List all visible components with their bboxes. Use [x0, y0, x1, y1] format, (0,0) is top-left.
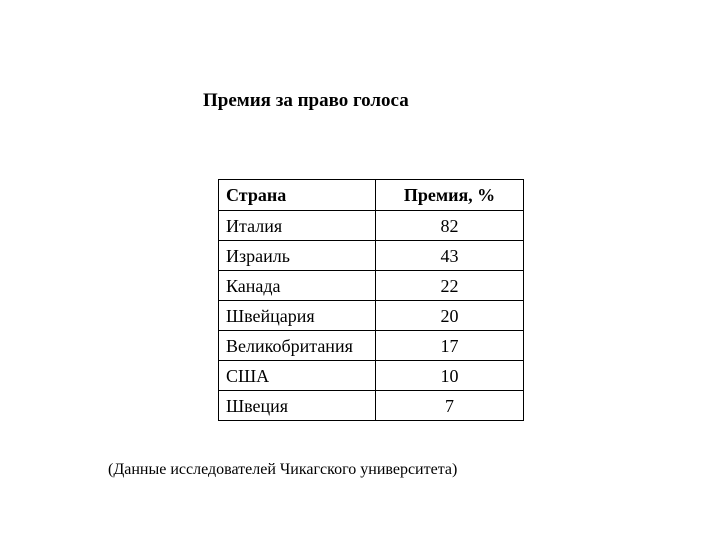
- premium-cell: 20: [376, 301, 524, 331]
- table-row: [219, 391, 524, 421]
- table-row: [219, 301, 524, 331]
- premium-table: [218, 179, 524, 421]
- column-header-country: Страна: [219, 180, 376, 211]
- slide-title: Премия за право голоса: [203, 90, 409, 111]
- table-header-row: [219, 180, 524, 211]
- premium-cell: 10: [376, 361, 524, 391]
- country-cell: Великобритания: [219, 331, 376, 361]
- table-row: [219, 241, 524, 271]
- premium-cell: 7: [376, 391, 524, 421]
- table-row: [219, 271, 524, 301]
- premium-cell: 22: [376, 271, 524, 301]
- table-row: [219, 331, 524, 361]
- country-cell: США: [219, 361, 376, 391]
- premium-cell: 17: [376, 331, 524, 361]
- premium-cell: 82: [376, 211, 524, 241]
- table-row: [219, 361, 524, 391]
- country-cell: Израиль: [219, 241, 376, 271]
- column-header-premium: Премия, %: [376, 180, 524, 211]
- country-cell: Канада: [219, 271, 376, 301]
- country-cell: Италия: [219, 211, 376, 241]
- country-cell: Швейцария: [219, 301, 376, 331]
- table-row: [219, 211, 524, 241]
- source-note: (Данные исследователей Чикагского университета): [108, 461, 458, 478]
- premium-cell: 43: [376, 241, 524, 271]
- country-cell: Швеция: [219, 391, 376, 421]
